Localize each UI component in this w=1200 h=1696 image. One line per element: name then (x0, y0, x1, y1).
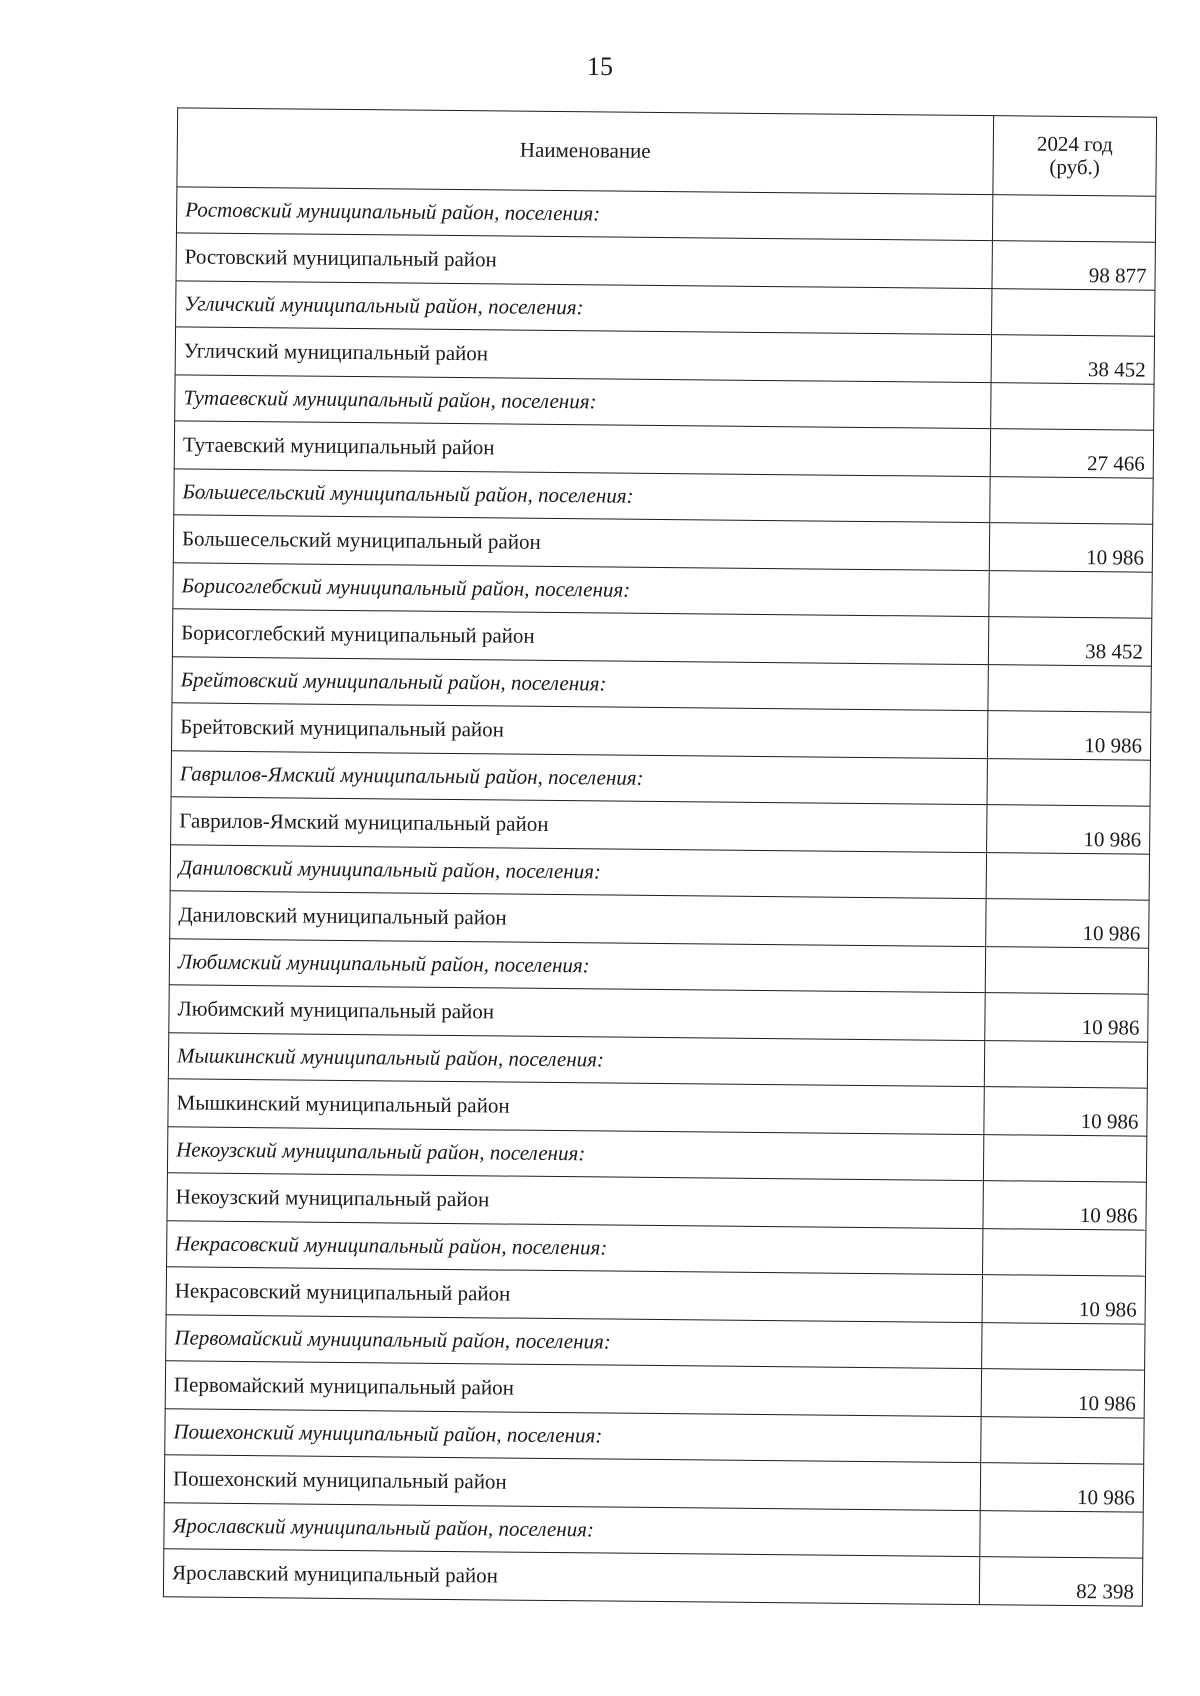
group-header-cell: Пошехонский муниципальный район, поселения: (165, 1409, 981, 1463)
group-header-cell: Любимский муниципальный район, поселения: (169, 939, 985, 993)
amount-cell: 38 452 (991, 335, 1154, 385)
amount-cell: 10 986 (985, 993, 1148, 1043)
group-header-cell: Даниловский муниципальный район, поселения: (170, 845, 986, 899)
group-header-cell: Мышкинский муниципальный район, поселения: (168, 1033, 984, 1087)
district-name-cell: Брейтовский муниципальный район (171, 703, 987, 759)
group-header-cell: Тутаевский муниципальный район, поселения: (175, 375, 991, 429)
group-header-cell: Большесельский муниципальный район, поселения: (174, 469, 990, 523)
group-header-cell: Некоузский муниципальный район, поселения: (167, 1127, 983, 1181)
amount-cell: 10 986 (980, 1463, 1143, 1513)
amount-cell (983, 1135, 1146, 1183)
amount-cell (988, 665, 1151, 713)
amount-cell: 10 986 (984, 1087, 1147, 1137)
table-row (163, 1549, 1142, 1606)
group-header-cell: Брейтовский муниципальный район, поселения: (172, 657, 988, 711)
group-header-cell: Ростовский муниципальный район, поселения: (176, 187, 992, 241)
group-header-cell: Ярославский муниципальный район, поселения: (164, 1503, 980, 1557)
group-header-cell: Первомайский муниципальный район, поселения: (166, 1315, 982, 1369)
amount-cell (992, 289, 1155, 337)
amount-cell: 10 986 (987, 711, 1150, 761)
group-header-cell: Борисоглебский муниципальный район, поселения: (173, 563, 989, 617)
table-header-row (177, 108, 1157, 196)
amount-cell (985, 947, 1148, 995)
amount-cell (983, 1229, 1146, 1277)
district-name-cell: Ростовский муниципальный район (176, 233, 992, 289)
amount-cell: 27 466 (990, 429, 1153, 479)
district-name-cell: Большесельский муниципальный район (173, 515, 989, 571)
page-number: 15 (587, 52, 613, 81)
amount-cell (984, 1041, 1147, 1089)
amount-cell: 10 986 (983, 1181, 1146, 1231)
district-name-cell: Даниловский муниципальный район (170, 891, 986, 947)
header-year (993, 116, 1157, 197)
amount-cell (987, 759, 1150, 807)
amount-cell (989, 571, 1152, 619)
group-header-cell: Некрасовский муниципальный район, поселения: (167, 1221, 983, 1275)
district-name-cell: Первомайский муниципальный район (165, 1361, 981, 1417)
amount-cell: 10 986 (981, 1369, 1144, 1419)
group-header-cell: Угличский муниципальный район, поселения: (176, 281, 992, 335)
amount-cell (981, 1417, 1144, 1465)
amount-cell: 10 986 (987, 805, 1150, 855)
amount-cell: 98 877 (992, 241, 1155, 291)
amount-cell: 82 398 (979, 1557, 1142, 1607)
district-name-cell: Мышкинский муниципальный район (168, 1079, 984, 1135)
district-name-cell: Некрасовский муниципальный район (166, 1267, 982, 1323)
amount-cell (990, 477, 1153, 525)
header-year-label: 2024 год (1036, 131, 1113, 157)
budget-table (163, 107, 1157, 1606)
header-name: Наименование (177, 108, 994, 195)
table-body (163, 187, 1155, 1606)
district-name-cell: Гаврилов-Ямский муниципальный район (171, 797, 987, 853)
district-name-cell: Тутаевский муниципальный район (174, 421, 990, 477)
district-name-cell: Пошехонский муниципальный район (164, 1455, 980, 1511)
amount-cell (980, 1511, 1143, 1559)
amount-cell (992, 195, 1155, 243)
district-name-cell: Борисоглебский муниципальный район (172, 609, 988, 665)
group-header-cell: Гаврилов-Ямский муниципальный район, поселения: (171, 751, 987, 805)
district-name-cell: Ярославский муниципальный район (163, 1549, 979, 1605)
amount-cell: 10 986 (982, 1275, 1145, 1325)
district-name-cell: Любимский муниципальный район (169, 985, 985, 1041)
amount-cell (982, 1323, 1145, 1371)
amount-cell (986, 853, 1149, 901)
amount-cell: 10 986 (989, 523, 1152, 573)
amount-cell: 38 452 (988, 617, 1151, 667)
header-year-unit: (руб.) (1049, 154, 1100, 180)
district-name-cell: Угличский муниципальный район (175, 327, 991, 383)
district-name-cell: Некоузский муниципальный район (167, 1173, 983, 1229)
amount-cell (991, 383, 1154, 431)
amount-cell: 10 986 (986, 899, 1149, 949)
